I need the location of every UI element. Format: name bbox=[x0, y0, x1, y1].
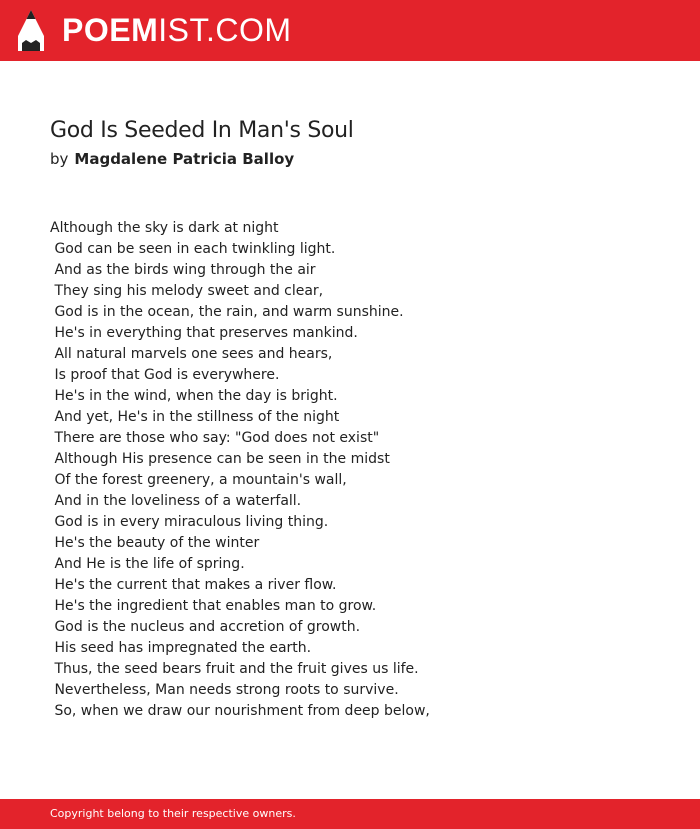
poem-line: He's in everything that preserves mankind. bbox=[50, 325, 358, 341]
poem-line: God is in the ocean, the rain, and warm sunshine. bbox=[50, 304, 404, 320]
site-logo[interactable] bbox=[62, 12, 292, 48]
poem-line: So, when we draw our nourishment from deep below, bbox=[50, 703, 430, 719]
poem-line: He's the beauty of the winter bbox=[50, 535, 260, 551]
poem-line: There are those who say: "God does not exist" bbox=[50, 430, 380, 446]
poem-line: God is in every miraculous living thing. bbox=[50, 514, 329, 530]
poem-title: God Is Seeded In Man's Soul bbox=[50, 118, 354, 143]
poem-line: And yet, He's in the stillness of the night bbox=[50, 409, 340, 425]
poem-line: Thus, the seed bears fruit and the fruit gives us life. bbox=[50, 661, 419, 677]
poem-line: He's the current that makes a river flow. bbox=[50, 577, 337, 593]
poem-line: Of the forest greenery, a mountain's wall, bbox=[50, 472, 347, 488]
poem-line: Nevertheless, Man needs strong roots to survive. bbox=[50, 682, 399, 698]
poem-line: He's in the wind, when the day is bright. bbox=[50, 388, 338, 404]
poem-line: Is proof that God is everywhere. bbox=[50, 367, 280, 383]
poem-line: God can be seen in each twinkling light. bbox=[50, 241, 336, 257]
brand-light: IST.COM bbox=[158, 12, 292, 48]
poem-line: Although the sky is dark at night bbox=[50, 220, 279, 236]
poem-line: His seed has impregnated the earth. bbox=[50, 640, 312, 656]
poem-line: God is the nucleus and accretion of growth. bbox=[50, 619, 361, 635]
site-header bbox=[0, 0, 700, 61]
poem-line: He's the ingredient that enables man to grow. bbox=[50, 598, 377, 614]
poem-body bbox=[50, 218, 650, 722]
pencil-tip-icon bbox=[18, 10, 44, 51]
poem-line: All natural marvels one sees and hears, bbox=[50, 346, 333, 362]
byline bbox=[50, 149, 294, 169]
copyright-text: Copyright belong to their respective owners. bbox=[50, 807, 296, 820]
brand-bold: POEM bbox=[62, 12, 159, 48]
poem-line: And as the birds wing through the air bbox=[50, 262, 316, 278]
poem-line: They sing his melody sweet and clear, bbox=[50, 283, 324, 299]
poem-line: Although His presence can be seen in the midst bbox=[50, 451, 390, 467]
site-footer bbox=[0, 799, 700, 829]
author-name[interactable]: Magdalene Patricia Balloy bbox=[74, 150, 295, 168]
by-label: by bbox=[50, 150, 69, 168]
poem-line: And in the loveliness of a waterfall. bbox=[50, 493, 302, 509]
poem-line: And He is the life of spring. bbox=[50, 556, 245, 572]
